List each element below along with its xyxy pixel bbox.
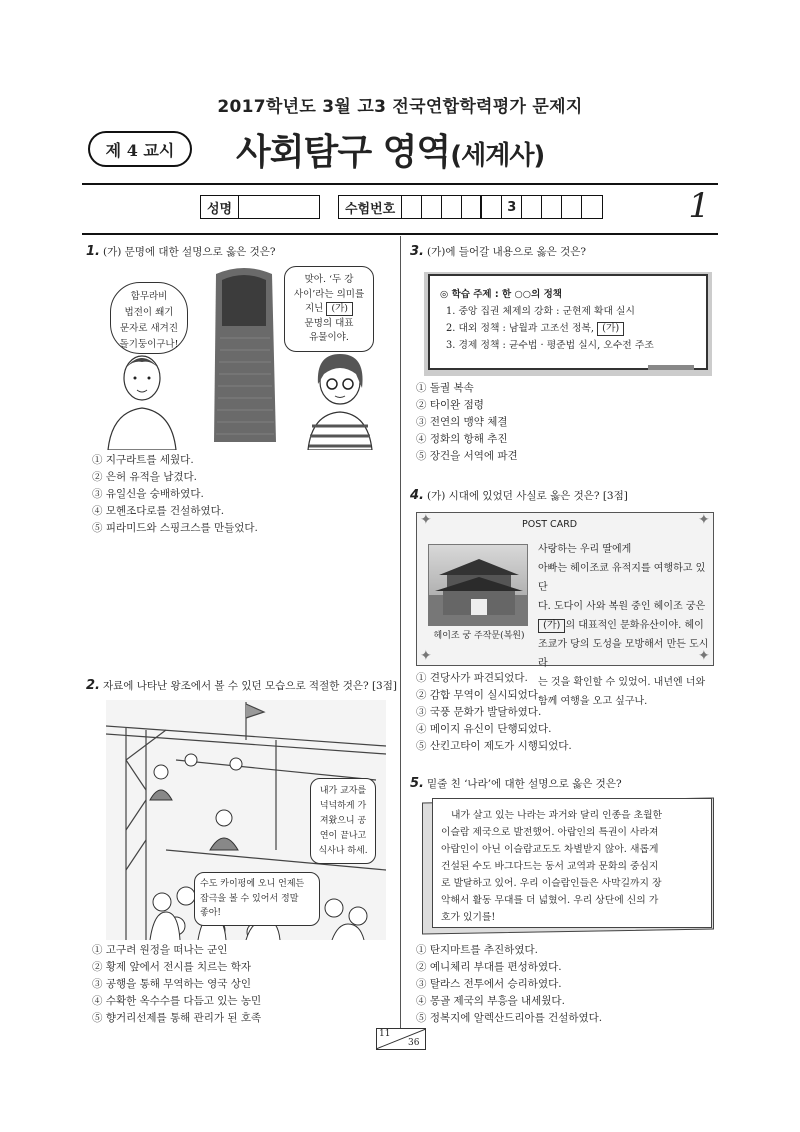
corner-ornament-icon: ✦ — [420, 512, 432, 528]
board-title: ◎ 학습 주제 : 한 ○○의 정책 — [440, 289, 562, 300]
bubble-line: 넉넉하게 가 — [319, 801, 367, 811]
exam-number-cell: 3 — [502, 196, 522, 218]
question-2-choices — [92, 942, 261, 1027]
scene-speech-bubble-bottom — [194, 872, 320, 926]
exam-number-cell[interactable] — [542, 196, 562, 218]
question-4-text: (가) 시대에 있었던 사실로 옳은 것은? [3점] — [426, 490, 628, 502]
choice-3[interactable]: ③ 탈라스 전투에서 승리하였다. — [416, 978, 562, 990]
header-rule — [82, 183, 718, 185]
choice-4[interactable]: ④ 모헨조다로를 건설하였다. — [92, 505, 225, 517]
postcard-label: POST CARD — [522, 519, 578, 530]
study-board — [428, 274, 708, 370]
bubble-line: 져왔으니 공 — [319, 816, 367, 826]
question-3-choices — [416, 380, 518, 465]
subject-main: 사회탐구 영역 — [236, 132, 451, 173]
choice-4[interactable]: ④ 수확한 옥수수를 다듬고 있는 농민 — [92, 995, 262, 1007]
passage-box — [432, 798, 712, 928]
message-line: 사랑하는 우리 딸에게 — [538, 544, 632, 555]
bubble-line: 연이 끝나고 — [319, 831, 367, 841]
bubble-line: 잡극을 볼 수 있어서 정말 — [200, 893, 299, 904]
bubble-line: 법전이 쐐기 — [124, 307, 174, 318]
corner-ornament-icon: ✦ — [698, 512, 710, 528]
question-1-choices — [92, 452, 258, 537]
message-text: 의 대표적인 문화유산이야. 헤이 — [565, 620, 704, 631]
bubble-line: 좋아! — [200, 908, 222, 918]
question-3-stem — [410, 244, 586, 259]
question-3-text: (가)에 들어갈 내용으로 옳은 것은? — [426, 246, 587, 258]
subject-title — [236, 124, 544, 175]
name-box — [200, 195, 320, 219]
passage-line: 악해서 활동 무대를 더 넓혔어. 우리 상단에 신의 가 — [441, 895, 659, 906]
bubble-line: 문명의 대표 — [304, 317, 354, 329]
passage-line: 이슬람 제국으로 발전했어. 아랍인의 특권이 사라져 — [441, 827, 659, 838]
exam-number-cell[interactable] — [562, 196, 582, 218]
board-line-3: 3. 경제 정책 : 균수법 · 평준법 실시, 오수전 주조 — [446, 340, 654, 351]
period-badge: 제 4 교시 — [88, 131, 192, 167]
bubble-line: 돌기둥이구나! — [119, 339, 179, 350]
stele-relief — [222, 275, 266, 326]
choice-4[interactable]: ④ 메이지 유신이 단행되었다. — [416, 723, 552, 735]
question-5-choices — [416, 942, 602, 1027]
question-4-choices — [416, 670, 572, 755]
question-2-stem — [86, 678, 397, 693]
page-number: 1 — [688, 186, 710, 226]
bubble-line: 유물이야. — [309, 332, 349, 343]
exam-number-cell[interactable] — [522, 196, 542, 218]
exam-number-label: 수험번호 — [339, 196, 402, 218]
photo-caption: 헤이조 궁 주작문(복원) — [433, 631, 525, 641]
question-2-text: 자료에 나타난 왕조에서 볼 수 있던 모습으로 적절한 것은? [3점] — [102, 680, 397, 692]
message-line: 조쿄가 당의 도성을 모방해서 만든 도시라 — [538, 639, 709, 669]
footer-total: 36 — [408, 1038, 420, 1048]
question-5-stem — [410, 776, 622, 791]
passage-line — [441, 807, 703, 824]
bubble-line: 내가 교자를 — [319, 786, 367, 796]
exam-number-cell[interactable] — [422, 196, 442, 218]
scene-speech-bubble-top — [310, 778, 376, 864]
choice-3[interactable]: ③ 국풍 문화가 발달하였다. — [416, 706, 542, 718]
boy-speech-bubble — [110, 282, 188, 354]
bubble-line: 수도 카이펑에 오니 언제든 — [200, 879, 305, 889]
choice-5[interactable]: ⑤ 향거리선제를 통해 관리가 된 호족 — [92, 1012, 262, 1024]
girl-figure — [308, 354, 372, 450]
board-line-2-text: 2. 대외 정책 : 남월과 고조선 정복, — [446, 323, 595, 334]
choice-2[interactable]: ② 예니체리 부대를 편성하였다. — [416, 961, 562, 973]
choice-5[interactable]: ⑤ 정복지에 알렉산드리아를 건설하였다. — [416, 1012, 603, 1024]
message-line: 아빠는 헤이조쿄 유적지를 여행하고 있단 — [538, 563, 706, 593]
header-bottom-rule — [82, 233, 718, 235]
choice-2[interactable]: ② 황제 앞에서 전시를 치르는 학자 — [92, 961, 252, 973]
girl-speech-bubble — [284, 266, 374, 352]
bubble-line: 함무라비 — [130, 291, 168, 302]
question-4-number: 4. — [410, 488, 424, 503]
bubble-text: 지닌 — [305, 303, 324, 314]
blank-ga: (가) — [326, 302, 353, 316]
bubble-line: 맞아. ‘두 강 — [304, 274, 354, 285]
choice-5[interactable]: ⑤ 장건을 서역에 파견 — [416, 450, 518, 462]
exam-number-cell[interactable] — [442, 196, 462, 218]
question-1-number: 1. — [86, 244, 100, 259]
choice-1[interactable]: ① 고구려 원정을 떠나는 군인 — [92, 944, 228, 956]
bubble-line: 사이’라는 의미를 — [293, 288, 365, 300]
choice-3[interactable]: ③ 공행을 통해 무역하는 영국 상인 — [92, 978, 252, 990]
name-field[interactable] — [239, 196, 319, 218]
exam-number-cell[interactable] — [462, 196, 482, 218]
exam-number-cell[interactable] — [402, 196, 422, 218]
exam-title: 2017학년도 3월 고3 전국연합학력평가 문제지 — [217, 97, 583, 117]
question-2-number: 2. — [86, 678, 100, 693]
gate-photo — [428, 544, 528, 626]
choice-2[interactable]: ② 은허 유적을 남겼다. — [92, 471, 197, 483]
corner-ornament-icon: ✦ — [420, 648, 432, 664]
board-line-2 — [440, 320, 696, 337]
passage-line: 로 발달하고 있어. 우리 이슬람인들은 사막길까지 장 — [441, 878, 662, 889]
passage-line: 건설된 수도 바그다드는 동서 교역과 문화의 중심지 — [441, 861, 659, 872]
choice-3[interactable]: ③ 전연의 맹약 체결 — [416, 416, 508, 428]
choice-5[interactable]: ⑤ 산킨고타이 제도가 시행되었다. — [416, 740, 572, 752]
choice-4[interactable]: ④ 정화의 항해 추진 — [416, 433, 508, 445]
question-3-number: 3. — [410, 244, 424, 259]
choice-2[interactable]: ② 타이완 점령 — [416, 399, 484, 411]
footer-page: 11 — [379, 1029, 391, 1039]
choice-3[interactable]: ③ 유일신을 숭배하였다. — [92, 488, 204, 500]
board-eraser — [648, 365, 694, 370]
question-1-text: (가) 문명에 대한 설명으로 옳은 것은? — [102, 246, 276, 258]
passage-text: 내가 살고 있는 나라는 과거와 달리 인종을 초월한 — [451, 810, 663, 821]
board-line-1: 1. 중앙 집권 체제의 강화 : 군현제 확대 실시 — [446, 306, 635, 317]
passage-line: 아랍인이 아닌 이슬람교도도 차별받지 않아. 새롭게 — [441, 844, 659, 855]
bubble-line: 식사나 하세. — [318, 846, 368, 856]
message-line: 함께 여행을 오고 싶구나. — [538, 696, 648, 707]
message-line: 다. 도다이 사와 복원 중인 헤이조 궁은 — [538, 601, 706, 612]
choice-5[interactable]: ⑤ 피라미드와 스핑크스를 만들었다. — [92, 522, 258, 534]
message-line: 는 것을 확인할 수 있었어. 내년엔 너와 — [538, 677, 706, 688]
bubble-line — [289, 302, 369, 317]
column-divider — [400, 236, 401, 1034]
corner-ornament-icon: ✦ — [698, 648, 710, 664]
question-1-stem — [86, 244, 276, 259]
choice-1[interactable]: ① 지구라트를 세웠다. — [92, 454, 194, 466]
choice-1[interactable]: ① 견당사가 파견되었다. — [416, 672, 528, 684]
exam-number-cell[interactable] — [482, 196, 502, 218]
question-5-text: 밑줄 친 ‘나라’에 대한 설명으로 옳은 것은? — [426, 778, 622, 790]
passage-line: 호가 있기를! — [441, 912, 496, 923]
choice-2[interactable]: ② 감합 무역이 실시되었다. — [416, 689, 542, 701]
message-line — [538, 616, 710, 635]
blank-ga: (가) — [538, 619, 565, 633]
subject-sub: (세계사) — [450, 141, 545, 171]
choice-4[interactable]: ④ 몽골 제국의 부흥을 내세웠다. — [416, 995, 565, 1007]
question-5-number: 5. — [410, 776, 424, 791]
exam-number-box — [338, 195, 603, 219]
name-label: 성명 — [201, 196, 239, 218]
blank-ga: (가) — [597, 322, 624, 336]
boy-figure — [108, 356, 176, 450]
bubble-line: 문자로 새겨진 — [119, 323, 179, 334]
exam-number-cell[interactable] — [582, 196, 602, 218]
choice-1[interactable]: ① 탄지마트를 추진하였다. — [416, 944, 538, 956]
choice-1[interactable]: ① 돌궐 복속 — [416, 382, 474, 394]
question-4-stem — [410, 488, 628, 503]
